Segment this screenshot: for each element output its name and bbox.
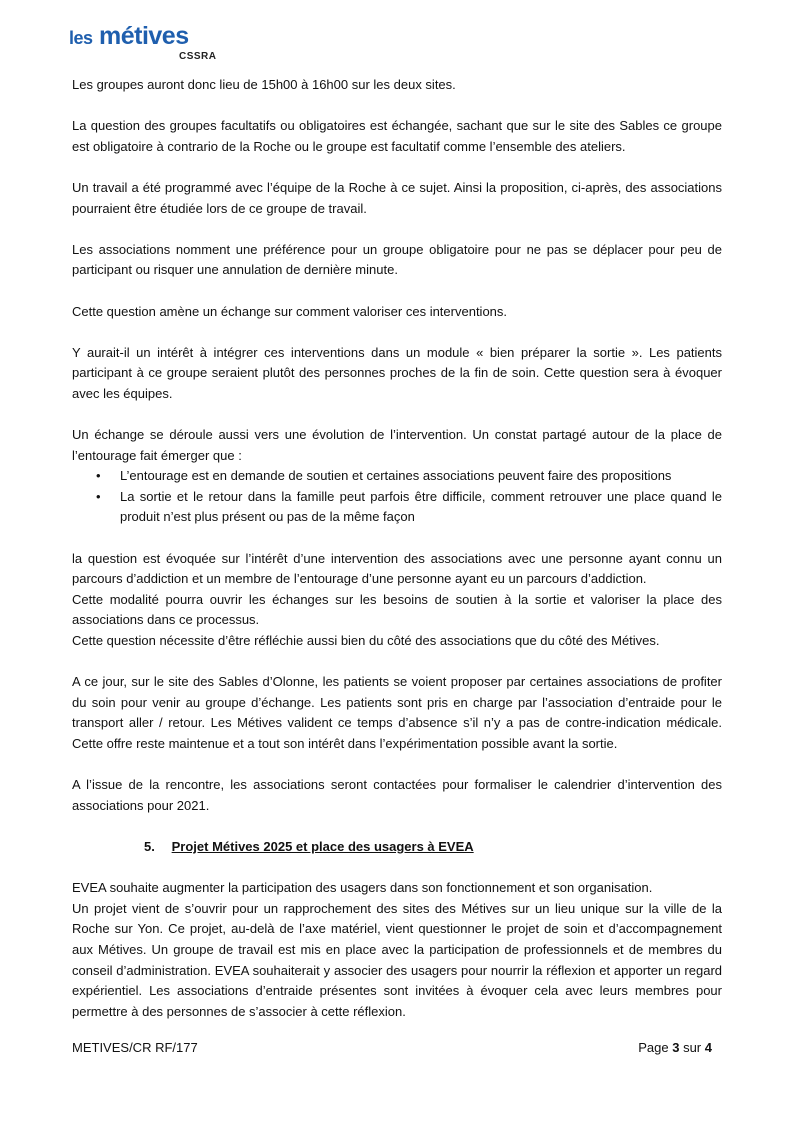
paragraph-groups-optional: La question des groupes facultatifs ou obligatoires est échangée, sachant que sur le site des Sables ce groupe est obligatoire à contrario de la Roche ou le groupe est facultatif comme l’ensemble des ateliers. bbox=[72, 118, 722, 154]
paragraph-module: Y aurait-il un intérêt à intégrer ces interventions dans un module « bien préparer la sortie ». Les patients participant à ce groupe seraient plutôt des personnes proches de la fin de soin. Cette question sera à évoquer avec les équipes. bbox=[72, 344, 722, 401]
logo-name: métives bbox=[98, 22, 189, 50]
paragraph-groups-time: Les groupes auront donc lieu de 15h00 à 16h00 sur les deux sites. bbox=[72, 77, 456, 92]
page-number bbox=[638, 1040, 712, 1055]
paragraph-evea-goal: EVEA souhaite augmenter la participation des usagers dans son fonctionnement et son organisation. bbox=[72, 880, 653, 896]
section-title: Projet Métives 2025 et place des usagers à EVEA bbox=[171, 838, 474, 854]
document-reference: METIVES/CR RF/177 bbox=[72, 1040, 198, 1055]
paragraph-evolution: Un échange se déroule aussi vers une évolution de l’intervention. Un constat partagé autour de la place de l’entourage fait émerger que : bbox=[72, 427, 722, 463]
paragraph-calendar: A l’issue de la rencontre, les associations seront contactées pour formaliser le calendrier d’intervention des associations pour 2021. bbox=[72, 777, 722, 813]
paragraph-reflection: Cette question nécessite d’être réfléchie aussi bien du côté des associations que du côté des Métives. bbox=[72, 633, 660, 649]
logo-les: les bbox=[69, 28, 93, 48]
paragraph-preference: Les associations nomment une préférence pour un groupe obligatoire pour ne pas se déplacer pour peu de participant ou risquer une annulation de dernière minute. bbox=[72, 241, 722, 278]
logo-wordmark bbox=[69, 22, 189, 52]
logo bbox=[69, 22, 217, 62]
logo-subtitle: CSSRA bbox=[179, 51, 217, 62]
list-item bbox=[72, 466, 722, 487]
bullet-icon: • bbox=[96, 468, 101, 484]
bullet-list bbox=[72, 466, 722, 528]
bullet-icon: • bbox=[96, 488, 101, 504]
section-heading bbox=[72, 837, 722, 858]
page-separator: sur bbox=[683, 1040, 702, 1055]
paragraph-intervention: la question est évoquée sur l’intérêt d’une intervention des associations avec une personne ayant connu un parcours d’addiction et un membre de l’entourage d’une personne ayant eu un parcours d’addiction. bbox=[72, 550, 722, 587]
paragraph-roche-work: Un travail a été programmé avec l’équipe de la Roche à ce sujet. Ainsi la proposition, ci-après, des associations pourraient être étudiée lors de ce groupe de travail. bbox=[72, 179, 722, 216]
section-number: 5. bbox=[144, 838, 155, 854]
paragraph-valorize: Cette question amène un échange sur comment valoriser ces interventions. bbox=[72, 303, 508, 319]
list-item-text: La sortie et le retour dans la famille peut parfois être difficile, comment retrouver une place quand le produit n’est plus présent ou pas de la même façon bbox=[120, 488, 722, 525]
list-item-text: L’entourage est en demande de soutien et certaines associations peuvent faire des propositions bbox=[120, 468, 672, 484]
paragraph-sables: A ce jour, sur le site des Sables d’Olonne, les patients se voient proposer par certaines associations de profiter du soin pour venir au groupe d’échange. Les patients sont pris en charge par l’association d’entraide pour le transport aller / retour. Les Métives valident ce temps d’absence s’il n’y a pas de contre-indication médicale. Cette offre reste maintenue et a tout son intérêt dans l’expérimentation possible avant la sortie. bbox=[72, 674, 722, 751]
paragraph-modality: Cette modalité pourra ouvrir les échanges sur les besoins de soutien à la sortie et valoriser la place des associations dans ce processus. bbox=[72, 591, 722, 628]
list-item bbox=[72, 487, 722, 528]
page-current: 3 bbox=[672, 1040, 680, 1055]
page-total: 4 bbox=[704, 1040, 712, 1055]
document-body bbox=[72, 75, 722, 1043]
page-prefix: Page bbox=[638, 1040, 669, 1055]
paragraph-evea-project: Un projet vient de s’ouvrir pour un rapprochement des sites des Métives sur un lieu unique sur la ville de la Roche sur Yon. Ce projet, au-delà de l’axe matériel, vient questionner le projet de soin et d’accompagnement aux Métives. Un groupe de travail est mis en place avec la participation de professionnels et de membres du conseil d’administration. EVEA souhaiterait y associer des usagers pour nourrir la réflexion et apporter un regard expérientiel. Les associations d’entraide présentes sont invitées à évoquer cela avec leurs membres pour permettre à des personnes de s’associer à cette réflexion. bbox=[72, 900, 722, 1019]
